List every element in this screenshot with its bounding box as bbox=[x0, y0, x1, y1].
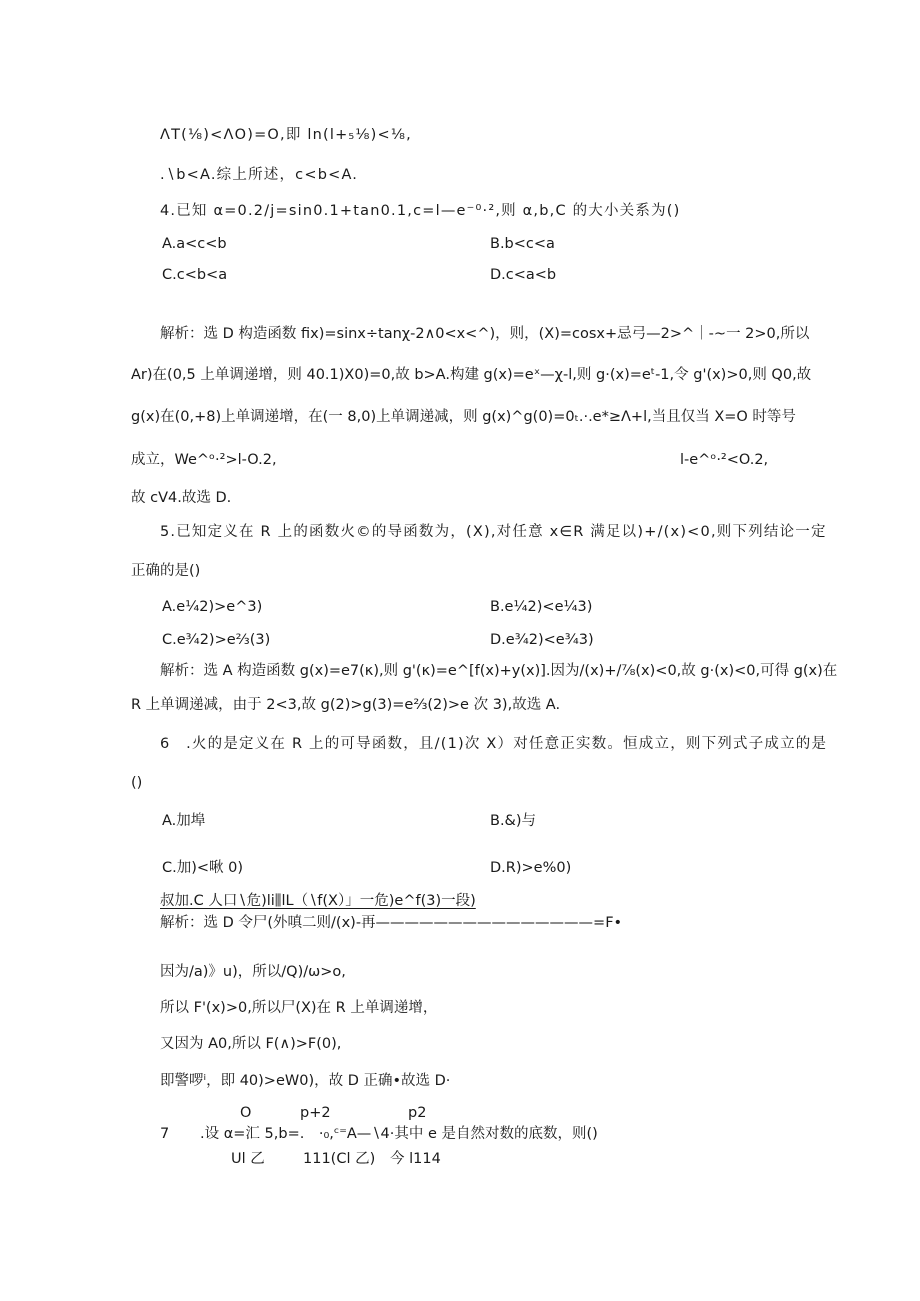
q5-option-d: D.e¾2)<e¾3) bbox=[490, 632, 594, 648]
q7-bottom-114: 今 l114 bbox=[390, 1151, 441, 1167]
q4-analysis-line-1: 解析：选 D 构造函数 fix)=sinx÷tanχ-2∧0<x<^)，则，(X)=cosx+忌弓—2>^｜-~一 2>0,所以 bbox=[160, 326, 810, 342]
q6-stem-2: () bbox=[131, 775, 143, 791]
q7-top-o: O bbox=[240, 1105, 252, 1121]
q6-analysis-3: 所以 F'(x)>0,所以尸(X)在 R 上单调递增， bbox=[160, 1000, 438, 1016]
q4-option-d: D.c<a<b bbox=[490, 267, 557, 283]
q5-option-c: C.e¾2)>e⅔(3) bbox=[162, 632, 271, 648]
q5-stem-1: 5.已知定义在 R 上的函数火©的导函数为，(X),对任意 x∈R 满足以)+∕(x)<0,则下列结论一定 bbox=[160, 524, 827, 540]
q5-analysis-2: R 上单调递减，由于 2<3,故 g(2)>g(3)=e⅔(2)>e 次 3),故选 A. bbox=[131, 697, 561, 713]
q6-option-b: B.&)与 bbox=[490, 813, 537, 829]
q4-analysis-line-left: 成立，We^ᵒ·²>l-O.2, bbox=[131, 452, 277, 468]
q7-bottom-111: 111(Cl 乙) bbox=[303, 1151, 376, 1167]
q5-analysis-1: 解析：选 A 构造函数 g(x)=e7(κ),则 g'(κ)=e^[f(x)+y(x)].因为∕(x)+∕⅞(x)<0,故 g·(x)<0,可得 g(x)在 bbox=[160, 663, 838, 679]
q4-analysis-line-right: l-e^ᵒ·²<O.2, bbox=[680, 452, 769, 468]
q6-option-a: A.加埠 bbox=[162, 813, 206, 829]
q4-option-c: C.c<b<a bbox=[162, 267, 228, 283]
q7-stem: .设 α=汇 5,b=. ·₀,ᶜ⁼A—∖4·其中 e 是自然对数的底数，则() bbox=[200, 1126, 598, 1142]
q4-analysis-line-3: g(x)在(0,+8)上单调递增，在(一 8,0)上单调递减，则 g(x)^g(0)=0ₜ.·.e*≥Λ+l,当且仅当 X=O 时等号 bbox=[131, 409, 796, 425]
q4-option-a: A.a<c<b bbox=[162, 236, 227, 252]
q4-option-b: B.b<c<a bbox=[490, 236, 555, 252]
prev-line-1: ΛT(⅛)<ΛO)=O,即 ln(l+₅⅛)<⅛, bbox=[160, 127, 412, 143]
q6-option-c: C.加)<啾 0) bbox=[162, 860, 244, 876]
q6-option-d: D.R)>e%0) bbox=[490, 860, 572, 876]
q4-analysis-line-2: Ar)在(0,5 上单调递增，则 40.1)X0)=0,故 b>A.构建 g(x)=eˣ—χ-l,则 g·(x)=eᵗ-1,令 g'(x)>0,则 Q0,故 bbox=[131, 367, 812, 383]
q4-stem: 4.已知 α=0.2∕j=sin0.1+tan0.1,c=l—e⁻⁰·²,则 α,b,C 的大小关系为() bbox=[160, 203, 681, 219]
q6-analysis-4: 又因为 A0,所以 F(∧)>F(0), bbox=[160, 1036, 342, 1052]
q6-note: 叔加.C 人口∖危)li⫼lL（∖f(X）」一危)e^f(3)一段) bbox=[160, 893, 476, 909]
q6-stem-1: 6 .火的是定义在 R 上的可导函数，且/(1)次 X）对任意正实数。恒成立，则下列式子成立的是 bbox=[160, 736, 828, 752]
q4-conclusion: 故 cV4.故选 D. bbox=[131, 490, 232, 506]
q6-analysis-1: 解析：选 D 令尸(外嗔二则∕(x)-再———————————————=F• bbox=[160, 915, 623, 931]
q5-option-a: A.e¼2)>e^3) bbox=[162, 599, 263, 615]
q7-top-p2: p2 bbox=[408, 1105, 427, 1121]
q5-option-b: B.e¼2)<e¼3) bbox=[490, 599, 593, 615]
q7-number: 7 bbox=[160, 1126, 170, 1142]
prev-line-2: .∖b<A.综上所述，c<b<A. bbox=[160, 167, 359, 183]
q7-top-p2plus: p+2 bbox=[300, 1105, 331, 1121]
q6-analysis-5: 即警啰ⁱ，即 40)>eW0)，故 D 正确•故选 D· bbox=[160, 1073, 451, 1089]
q6-analysis-2: 因为∕a)》u)，所以/Q)∕ω>o, bbox=[160, 964, 346, 980]
q5-stem-2: 正确的是() bbox=[131, 563, 201, 579]
q7-bottom-ul: Ul 乙 bbox=[231, 1151, 265, 1167]
